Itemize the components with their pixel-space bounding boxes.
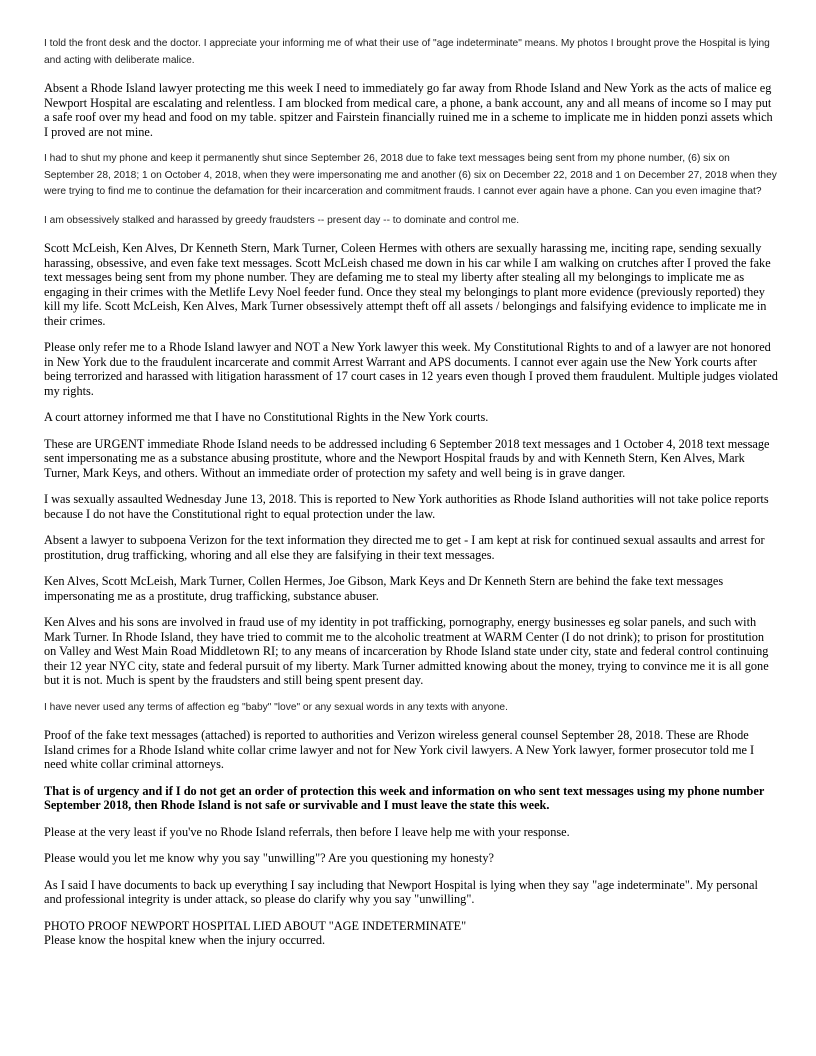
document-body — [44, 36, 778, 960]
paragraph-front-desk: I told the front desk and the doctor. I appreciate your informing me of what their use of "age indeterminate" means. My photos I brought prove the Hospital is lying and acting with deliberate malice. — [44, 38, 770, 66]
photo-proof-heading: PHOTO PROOF NEWPORT HOSPITAL LIED ABOUT "AGE INDETERMINATE" — [44, 918, 467, 933]
paragraph-documents-backup: As I said I have documents to back up everything I say including that Newport Hospital is lying when they say "age indeterminate". My personal and professional integrity is under attack, so please do clarify why you say "unwilling". — [44, 877, 758, 906]
paragraph-identity-fraud: Ken Alves and his sons are involved in fraud use of my identity in pot trafficking, pornography, energy businesses eg solar panels, and such with Mark Turner. In Rhode Island, they have tried to commit me to the alcoholic treatment at WARM Center (I do not drink); to prison for prostitution on Valley and West Main Road Middletown RI; to any means of incarceration by Rhode Island state under city, state and federal control continuing their 12 year NYC city, state and federal pursuit of my liberty. Mark Turner admitted knowing about the money, trying to convince me it is all gone but it is not. Much is spent by the fraudsters and still being spent present day. — [44, 615, 769, 687]
paragraph-proof-reported: Proof of the fake text messages (attached) is reported to authorities and Verizon wireless general counsel September 28, 2018. These are Rhode Island crimes for a Rhode Island white collar crime lawyer and not for New York civil lawyers. A New York lawyer, former prosecutor told me I need white collar criminal attorneys. — [44, 728, 755, 771]
paragraph-assault-report: I was sexually assaulted Wednesday June 13, 2018. This is reported to New York authorities as Rhode Island authorities will not take police reports because I do not have the Constitutional right to equal protection under the law. — [44, 492, 769, 521]
paragraph-subpoena-verizon: Absent a lawyer to subpoena Verizon for the text information they directed me to get - I am kept at risk for continued sexual assaults and arrest for prostitution, drug trafficking, whoring and all else they are falsifying in their text messages. — [44, 533, 765, 562]
paragraph-court-attorney: A court attorney informed me that I have no Constitutional Rights in the New York courts. — [44, 410, 489, 424]
paragraph-urgency-bold: That is of urgency and if I do not get an order of protection this week and information on who sent text messages using my phone number September 2018, then Rhode Island is not safe or survivable and I must leave the state this week. — [44, 783, 765, 812]
paragraph-unwilling-question: Please would you let me know why you say "unwilling"? Are you questioning my honesty? — [44, 851, 494, 865]
paragraph-no-affection-terms: I have never used any terms of affection eg "baby" "love" or any sexual words in any texts with anyone. — [44, 701, 508, 713]
paragraph-harassment-names: Scott McLeish, Ken Alves, Dr Kenneth Stern, Mark Turner, Coleen Hermes with others are sexually harassing me, inciting rape, sending sexually harassing, obsessive, and even fake text messages. Scott McLeish chased me down in his car while I am walking on crutches after I proved the fake text messages being sent from my phone number. They are defaming me to steal my liberty after stealing all my belongings to implicate me as engaging in their crimes with the Metlife Levy Noel feeder fund. Once they steal my belongings to plant more evidence (previously reported) they kill my life. Scott McLeish, Ken Alves, Mark Turner obsessively attempt theft off all assets / belongings and falsifying evidence to implicate me in their crimes. — [44, 241, 771, 328]
paragraph-behind-messages: Ken Alves, Scott McLeish, Mark Turner, Collen Hermes, Joe Gibson, Mark Keys and Dr Kenneth Stern are behind the fake text messages impersonating me as a prostitute, drug trafficking, substance abuser. — [44, 574, 724, 603]
paragraph-urgent-needs: These are URGENT immediate Rhode Island needs to be addressed including 6 September 2018 text messages and 1 October 4, 2018 text message sent impersonating me as a substance abusing prostitute, whore and the Newport Hospital frauds by and with Kenneth Stern, Ken Alves, Mark Turner, Mark Keys, and others. Without an immediate order of protection my safety and well being is in grave danger. — [44, 436, 770, 480]
paragraph-at-least: Please at the very least if you've no Rhode Island referrals, then before I leave help me with your response. — [44, 824, 570, 839]
paragraph-stalked: I am obsessively stalked and harassed by greedy fraudsters -- present day -- to dominate and control me. — [44, 214, 520, 226]
paragraph-absent-lawyer: Absent a Rhode Island lawyer protecting me this week I need to immediately go far away from Rhode Island and New York as the acts of malice eg Newport Hospital are escalating and relentless. I am blocked from medical care, a phone, a bank account, any and all means of income so I may put a safe roof over my head and food on my table. spitzer and Fairstein financially ruined me in a scheme to implicate me in hidden ponzi assets which I proved are not mine. — [44, 81, 773, 139]
paragraph-phone-shut: I had to shut my phone and keep it permanently shut since September 26, 2018 due to fake text messages being sent from my phone number, (6) six on September 28, 2018; 1 on October 4, 2018, when they were impersonating me and another (6) six on December 22, 2018 and 1 on December 27, 2018 when they were trying to find me to continue the defamation for their incarceration and commitment frauds. I cannot ever again have a phone. Can you even imagine that? — [44, 153, 777, 197]
paragraph-hospital-knew: Please know the hospital knew when the injury occurred. — [44, 933, 326, 947]
paragraph-refer-lawyer: Please only refer me to a Rhode Island lawyer and NOT a New York lawyer this week. My Constitutional Rights to and of a lawyer are not honored in New York due to the fraudulent incarcerate and commit Arrest Warrant and APS documents. I cannot ever again use the New York courts after being terrorized and harassed with litigation harassment of 17 court cases in 12 years even though I proved them fraudulent. Multiple judges violated my rights. — [44, 340, 778, 398]
